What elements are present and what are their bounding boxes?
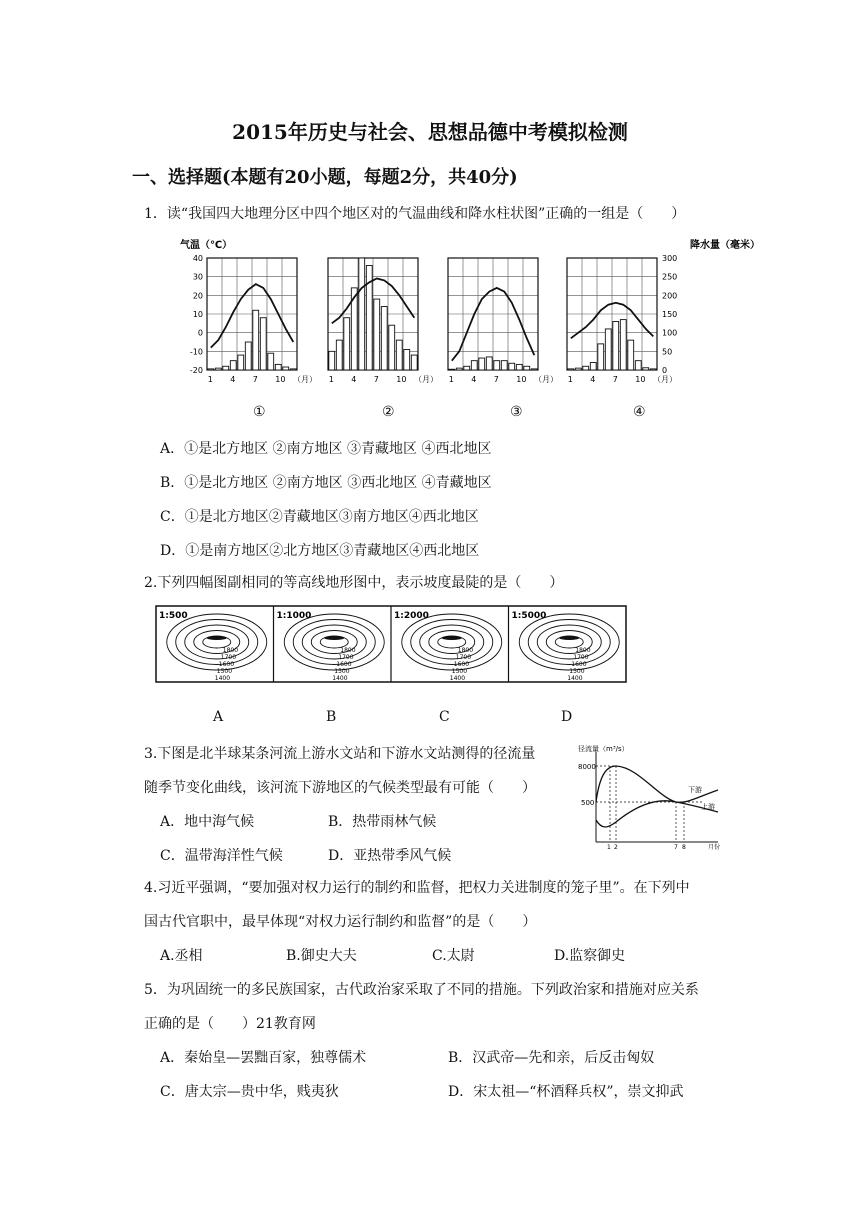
precip-tick: 50 xyxy=(662,347,673,357)
q5-option-c[interactable]: C．唐太宗—贵中华，贱夷狄 xyxy=(160,1084,339,1100)
precip-tick: 0 xyxy=(662,366,668,375)
temp-tick: -20 xyxy=(189,366,203,375)
precip-bar xyxy=(650,369,656,370)
precip-bar xyxy=(238,355,244,370)
precip-tick: 150 xyxy=(662,310,678,319)
q2-stem: 2.下列四幅图副相同的等高线地形图中，表示坡度最陡的是（ ） xyxy=(144,575,564,591)
q3-option-b[interactable]: B．热带雨林气候 xyxy=(328,814,437,830)
contour-value: 1700 xyxy=(573,654,589,661)
contour-line xyxy=(293,620,375,665)
contour-value: 1600 xyxy=(571,661,587,668)
month-unit: （月） xyxy=(293,375,317,384)
precip-bar xyxy=(456,368,462,370)
contour-value: 1800 xyxy=(340,647,356,654)
q3-option-a[interactable]: A．地中海气候 xyxy=(160,814,255,830)
runoff-legend-upstream: 上游 xyxy=(701,803,715,811)
q5-option-d[interactable]: D．宋太祖—“杯酒释兵权”，崇文抑武 xyxy=(448,1084,684,1100)
runoff-xtick-8: 8 xyxy=(682,844,686,851)
precip-bar xyxy=(635,361,641,370)
temp-axis-label: 气温（℃） xyxy=(180,240,233,251)
month-tick: 7 xyxy=(612,375,618,384)
precip-bar xyxy=(531,369,537,370)
q3-line1: 3.下图是北半球某条河流上游水文站和下游水文站测得的径流量 xyxy=(144,746,536,762)
precip-tick: 100 xyxy=(662,328,678,338)
q3-line2: 随季节变化曲线，该河流下游地区的气候类型最有可能（ ） xyxy=(144,780,536,796)
precip-bar xyxy=(583,366,589,370)
contour-value: 1800 xyxy=(575,647,591,654)
month-tick: 4 xyxy=(590,375,596,384)
contour-scale-label: 1:1000 xyxy=(276,611,312,621)
runoff-legend-downstream: 下游 xyxy=(688,786,702,794)
contour-value: 1400 xyxy=(567,675,583,682)
q1-option-b[interactable]: B．①是北方地区 ②南方地区 ③西北地区 ④青藏地区 xyxy=(160,475,492,491)
contour-summit xyxy=(442,636,462,640)
contour-scale-label: 1:500 xyxy=(159,611,188,621)
temp-tick: 10 xyxy=(192,310,203,319)
panel-label-2: ② xyxy=(382,404,395,420)
month-tick: 1 xyxy=(328,375,334,384)
contour-line xyxy=(167,614,267,670)
temp-tick: -10 xyxy=(189,347,203,357)
contour-scale-label: 1:5000 xyxy=(511,611,547,621)
precip-bar xyxy=(359,258,365,370)
precip-bar xyxy=(411,355,417,370)
temp-tick: 30 xyxy=(192,272,203,282)
contour-value: 1500 xyxy=(569,668,585,675)
precip-bar xyxy=(449,369,455,370)
month-tick: 1 xyxy=(448,375,454,384)
q5-option-a[interactable]: A．秦始皇—罢黜百家，独尊儒术 xyxy=(160,1050,367,1066)
contour-value: 1600 xyxy=(453,661,470,668)
precip-tick: 250 xyxy=(662,272,678,282)
contour-value: 1400 xyxy=(214,675,231,682)
precip-bar xyxy=(245,342,251,370)
precip-tick: 300 xyxy=(662,254,678,263)
precip-bar xyxy=(471,361,477,370)
panel-label-4: ④ xyxy=(633,404,646,420)
contour-value: 1400 xyxy=(449,675,466,682)
precip-bar xyxy=(628,340,634,370)
precip-bar xyxy=(598,344,604,370)
precip-bar xyxy=(329,351,335,370)
month-tick: 10 xyxy=(516,375,527,384)
precip-bar xyxy=(344,318,350,370)
contour-value: 1700 xyxy=(220,654,237,661)
contour-maps xyxy=(0,604,860,684)
month-tick: 4 xyxy=(230,375,236,384)
page-title: 2015年历史与社会、思想品德中考模拟检测 xyxy=(232,120,628,144)
precip-bar xyxy=(208,369,214,370)
section-heading: 一、选择题(本题有20小题，每题2分，共40分) xyxy=(132,167,518,188)
runoff-xlabel: 月份 xyxy=(708,844,721,851)
precip-bar xyxy=(283,367,289,370)
q2-label-b: B xyxy=(326,709,337,725)
precip-bar xyxy=(290,369,296,370)
precip-bar xyxy=(389,325,395,370)
q2-label-c: C xyxy=(439,709,450,725)
month-unit: （月） xyxy=(414,375,438,384)
precip-bar xyxy=(381,307,387,370)
contour-value: 1800 xyxy=(222,647,239,654)
precip-bar xyxy=(590,363,596,370)
contour-scale-label: 1:2000 xyxy=(394,611,429,621)
month-tick: 1 xyxy=(207,375,213,384)
precip-bar xyxy=(568,369,574,370)
precip-bar xyxy=(336,340,342,370)
precip-bar xyxy=(605,329,611,370)
precip-bar xyxy=(374,299,380,370)
q1-option-a[interactable]: A．①是北方地区 ②南方地区 ③青藏地区 ④西北地区 xyxy=(160,441,492,457)
runoff-xtick-2: 2 xyxy=(614,844,618,851)
q1-stem: 1．读“我国四大地理分区中四个地区对的气温曲线和降水柱状图”正确的一组是（ ） xyxy=(144,206,686,222)
month-tick: 10 xyxy=(275,375,286,384)
runoff-ytick-8000: 8000 xyxy=(578,763,596,771)
temp-tick: 0 xyxy=(197,328,203,338)
contour-value: 1500 xyxy=(334,668,350,675)
precip-bar xyxy=(268,353,274,370)
contour-line xyxy=(284,614,384,670)
q5-line1: 5．为巩固统一的多民族国家，古代政治家采取了不同的措施。下列政治家和措施对应关系 xyxy=(144,982,699,998)
q1-option-d[interactable]: D．①是南方地区②北方地区③青藏地区④西北地区 xyxy=(160,543,480,559)
series-downstream-line xyxy=(596,766,718,802)
contour-value: 1800 xyxy=(457,647,474,654)
month-tick: 10 xyxy=(635,375,646,384)
contour-value: 1400 xyxy=(332,675,348,682)
q4-option-b[interactable]: B.御史大夫 xyxy=(286,948,357,964)
precip-bar xyxy=(575,368,581,370)
precip-bar xyxy=(494,361,500,370)
month-tick: 7 xyxy=(493,375,499,384)
contour-line xyxy=(176,620,258,665)
contour-summit xyxy=(324,636,344,640)
precip-axis-label: 降水量（毫米） xyxy=(690,240,760,251)
precip-bar xyxy=(215,368,221,370)
panel-label-1: ① xyxy=(253,404,266,420)
runoff-ylabel: 径流量（m³/s） xyxy=(578,745,629,753)
month-tick: 4 xyxy=(471,375,477,384)
contour-summit xyxy=(559,636,579,640)
q3-option-c[interactable]: C．温带海洋性气候 xyxy=(160,848,283,864)
q5-option-b[interactable]: B．汉武帝—先和亲，后反击匈奴 xyxy=(448,1050,655,1066)
contour-line xyxy=(411,620,493,665)
temp-tick: 20 xyxy=(192,291,203,301)
precip-tick: 200 xyxy=(662,291,678,301)
contour-value: 1500 xyxy=(216,668,233,675)
temp-tick: 40 xyxy=(192,254,203,263)
contour-value: 1700 xyxy=(338,654,354,661)
contour-summit xyxy=(207,636,227,640)
q3-option-d[interactable]: D．亚热带季风气候 xyxy=(328,848,452,864)
q4-line2: 国古代官职中，最早体现“对权力运行制约和监督”的是（ ） xyxy=(144,914,537,930)
precip-bar xyxy=(620,320,626,370)
q4-option-a[interactable]: A.丞相 xyxy=(160,948,203,964)
precip-bar xyxy=(464,366,470,370)
month-tick: 7 xyxy=(252,375,258,384)
month-tick: 1 xyxy=(567,375,573,384)
climate-charts xyxy=(0,232,860,432)
precip-bar xyxy=(643,368,649,370)
month-unit: （月） xyxy=(534,375,558,384)
precip-bar xyxy=(479,358,485,370)
contour-line xyxy=(519,614,619,670)
precip-bar xyxy=(613,321,619,370)
q4-option-c[interactable]: C.太尉 xyxy=(432,948,475,964)
q2-label-d: D xyxy=(561,709,573,725)
contour-value: 1500 xyxy=(451,668,468,675)
precip-bar xyxy=(396,340,402,370)
precip-bar xyxy=(501,361,507,370)
precip-bar xyxy=(230,361,236,370)
q4-line1: 4.习近平强调，“要加强对权力运行的制约和监督，把权力关进制度的笼子里”。在下列中 xyxy=(144,880,690,896)
q4-option-d[interactable]: D.监察御史 xyxy=(554,948,626,964)
runoff-ytick-500: 500 xyxy=(581,799,595,807)
contour-value: 1600 xyxy=(218,661,235,668)
runoff-xtick-1: 1 xyxy=(607,844,611,851)
precip-bar xyxy=(253,310,259,370)
month-tick: 10 xyxy=(396,375,407,384)
precip-bar xyxy=(223,366,229,370)
precip-bar xyxy=(486,357,492,370)
precip-bar xyxy=(260,318,266,370)
panel-label-3: ③ xyxy=(510,404,523,420)
contour-line xyxy=(402,614,502,670)
month-tick: 4 xyxy=(351,375,357,384)
q1-option-c[interactable]: C．①是北方地区②青藏地区③南方地区④西北地区 xyxy=(160,509,479,525)
month-tick: 7 xyxy=(373,375,379,384)
q5-line2: 正确的是（ ）21教育网 xyxy=(144,1016,316,1032)
month-unit: （月） xyxy=(653,375,677,384)
precip-bar xyxy=(404,349,410,370)
contour-line xyxy=(528,620,610,665)
runoff-chart xyxy=(578,742,738,857)
precip-bar xyxy=(524,366,530,370)
precip-bar xyxy=(275,364,281,370)
precip-bar xyxy=(509,363,515,370)
runoff-xtick-7: 7 xyxy=(674,844,678,851)
precip-bar xyxy=(516,364,522,370)
contour-value: 1600 xyxy=(336,661,352,668)
series-upstream-line xyxy=(596,801,718,827)
q2-label-a: A xyxy=(213,709,224,725)
contour-value: 1700 xyxy=(455,654,472,661)
